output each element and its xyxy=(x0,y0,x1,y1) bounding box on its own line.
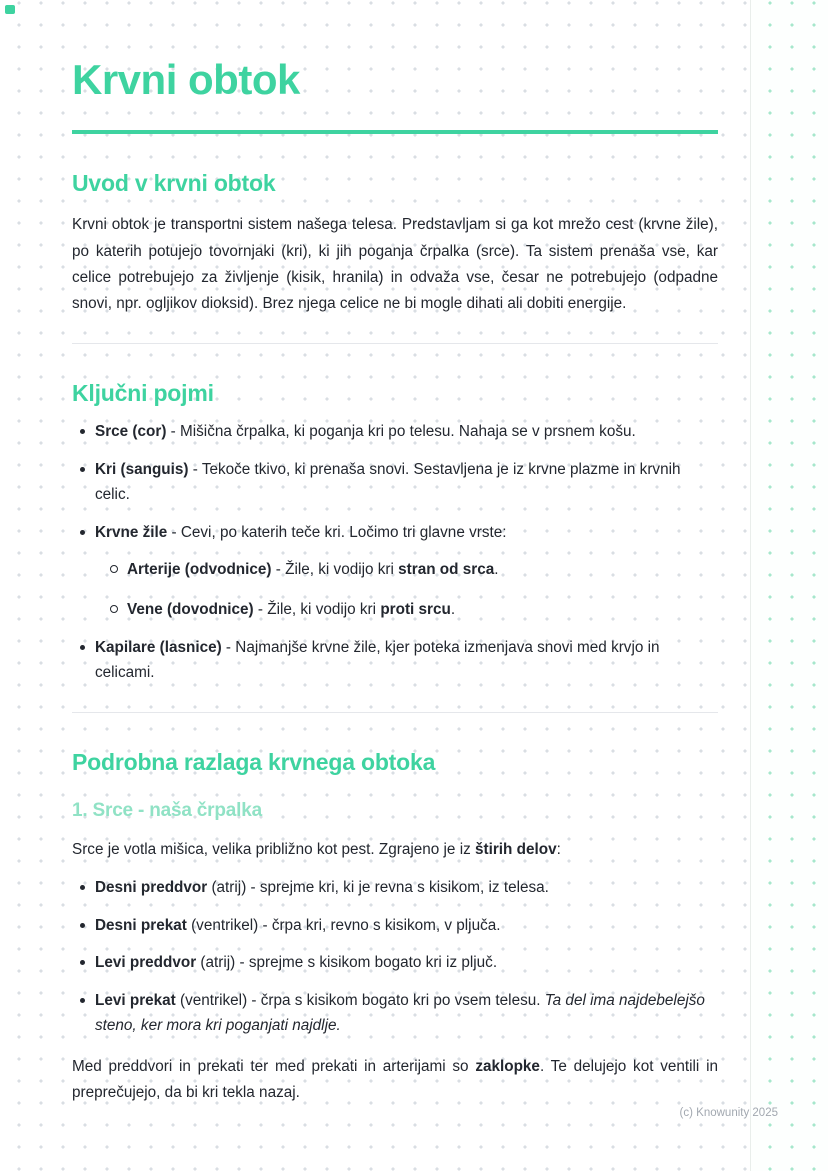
title-divider xyxy=(72,130,718,134)
list-item-text: Levi preddvor (atrij) - sprejme s kisikom bogato kri iz pljuč. xyxy=(95,954,498,972)
list-item xyxy=(95,420,718,445)
section-heading-intro: Uvod v krvni obtok xyxy=(72,170,276,197)
list-item-text: Srce (cor) - Mišična črpalka, ki poganja kri po telesu. Nahaja se v prsnem košu. xyxy=(95,423,636,441)
list-item-text: Kri (sanguis) - Tekoče tkivo, ki prenaša snovi. Sestavljena je iz krvne plazme in krvnih celic. xyxy=(95,461,681,504)
section-heading-detail: Podrobna razlaga krvnega obtoka xyxy=(72,748,436,775)
list-item-text: Kapilare (lasnice) - Najmanjše krvne žile, kjer poteka izmenjava snovi med krvjo in celicami. xyxy=(95,639,660,681)
key-terms-list xyxy=(72,420,718,685)
list-item xyxy=(95,521,718,623)
copyright-note: (c) Knowunity 2025 xyxy=(679,1107,778,1119)
list-item xyxy=(127,598,718,623)
list-item-text: Krvne žile - Cevi, po katerih teče kri. Ločimo tri glavne vrste: xyxy=(95,523,507,541)
list-item-text: Desni preddvor (atrij) - sprejme kri, ki je revna s kisikom, iz telesa. xyxy=(95,878,549,896)
intro-paragraph: Krvni obtok je transportni sistem našega telesa. Predstavljam si ga kot mrežo cest (krvne žile), po katerih potujejo tovornjaki (kri), ki jih poganja črpalka (srce). Ta sistem prenaša vse, kar celice potrebujejo za življenje (kisik, hranila) in odvaža vse, česar ne potrebujejo (odpadne snovi, npr. ogljikov dioksid). Brez njega celice ne bi mogle dihati ali dobiti energije. xyxy=(72,216,718,313)
list-item xyxy=(127,558,718,583)
list-item xyxy=(95,951,718,976)
heart-parts-list xyxy=(72,876,718,1039)
section-heading-key-terms: Ključni pojmi xyxy=(72,380,214,407)
list-item-text: Vene (dovodnice) - Žile, ki vodijo kri proti srcu. xyxy=(127,601,456,619)
section-divider xyxy=(72,712,718,713)
section-divider xyxy=(72,343,718,344)
list-item-text: Levi prekat (ventrikel) - črpa s kisikom bogato kri po vsem telesu. Ta del ima najdebelejšo steno, ker mora kri poganjati najdlje. xyxy=(95,992,705,1034)
list-item xyxy=(95,914,718,939)
list-item xyxy=(95,636,718,686)
list-item-text: Arterije (odvodnice) - Žile, ki vodijo kri stran od srca. xyxy=(127,560,499,578)
list-item xyxy=(95,989,718,1039)
list-item xyxy=(95,458,718,508)
list-item-text: Desni prekat (ventrikel) - črpa kri, revno s kisikom, v pljuča. xyxy=(95,916,501,934)
page-title: Krvni obtok xyxy=(72,56,300,103)
list-item xyxy=(95,876,718,901)
vessel-types-sublist xyxy=(95,558,718,624)
sub-heading-heart: 1. Srce - naša črpalka xyxy=(72,799,262,821)
valves-paragraph: Med preddvori in prekati ter med prekati in arterijami so zaklopke. Te delujejo kot ventili in preprečujejo, da bi kri tekla nazaj. xyxy=(72,1057,718,1102)
heart-lead-paragraph: Srce je votla mišica, velika približno kot pest. Zgrajeno je iz štirih delov: xyxy=(72,840,561,858)
